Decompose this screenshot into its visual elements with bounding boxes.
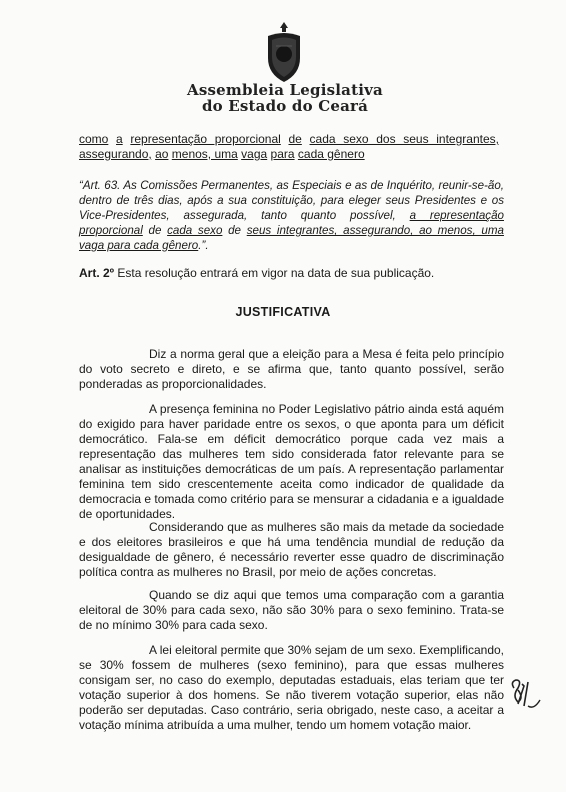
intro-part: como bbox=[79, 132, 109, 146]
intro-part: para bbox=[270, 147, 295, 161]
article-2 bbox=[79, 266, 504, 281]
justification-paragraph: Quando se diz aqui que temos uma comparação com a garantia eleitoral de 30% para cada sexo, não são 30% para o sexo feminino. Trata-se de no mínimo 30% para cada sexo. bbox=[79, 588, 504, 632]
article-63-text: “Art. 63. As Comissões Permanentes, as Especiais e as de Inquérito, reunir-se-ão, dentro de três dias, após a sua constituição, para eleger seus Presidentes e os Vice-Presidentes, assegurada, tanto quanto possível, bbox=[79, 179, 504, 222]
article-2-text: Esta resolução entrará em vigor na data de sua publicação. bbox=[117, 266, 435, 280]
intro-part: assegurando, bbox=[79, 147, 152, 161]
intro-part: menos, uma bbox=[171, 147, 238, 161]
organization-title-line2: do Estado do Ceará bbox=[201, 97, 369, 115]
organization-title bbox=[160, 82, 410, 114]
organization-title-line1: Assembleia Legislativa bbox=[187, 81, 383, 99]
intro-part: de bbox=[288, 132, 302, 146]
article-63-underlined: cada sexo bbox=[167, 224, 223, 237]
section-heading: JUSTIFICATIVA bbox=[235, 305, 331, 319]
article-63-quote bbox=[79, 178, 504, 253]
article-63-text: de bbox=[228, 224, 242, 237]
justification-paragraph: A presença feminina no Poder Legislativo pátrio ainda está aquém do exigido para haver paridade entre os sexos, o que aponta para um déficit democrático. Fala-se em déficit democrático porque cada vez mais a representação das mulheres tem sido considerada fator relevante para se analisar as instituições democráticas de um país. A representação parlamentar feminina tem sido crescentemente aceita como indicador de qualidade da democracia e tomada como critério para se mensurar a cidadania e a igualdade de oportunidades. bbox=[79, 402, 504, 521]
article-63-text: de bbox=[148, 224, 162, 237]
intro-part: vaga bbox=[241, 147, 268, 161]
intro-part: representação proporcional bbox=[130, 132, 281, 146]
justification-paragraph: Considerando que as mulheres são mais da metade da sociedade e dos eleitores brasileiros e que há uma tendência mundial de redução da desigualdade de gênero, é necessário reverter esse quadro de discriminação política contra as mulheres no Brasil, por meio de ações concretas. bbox=[79, 520, 504, 579]
handwritten-page-number bbox=[508, 676, 544, 718]
article-63-underlined: seus integrantes, assegurando, ao menos, uma vaga para cada gênero bbox=[79, 224, 504, 252]
article-63-text: .”. bbox=[198, 239, 209, 252]
intro-text bbox=[79, 132, 499, 162]
article-2-label: Art. 2º bbox=[79, 266, 115, 280]
justification-paragraph: Diz a norma geral que a eleição para a Mesa é feita pelo princípio do voto secreto e direto, e se afirma que, tanto quanto possível, serão ponderadas as proporcionalidades. bbox=[79, 347, 504, 391]
intro-part: cada sexo dos seus integrantes, bbox=[309, 132, 499, 146]
justification-paragraph: A lei eleitoral permite que 30% sejam de um sexo. Exemplificando, se 30% fossem de mulheres (sexo feminino), para que essas mulheres consigam ser, no caso do exemplo, deputadas estaduais, elas teriam que ter votação superior à dos homens. Se não tiverem votação superior, elas não poderão ser deputadas. Caso contrário, seria obrigado, neste caso, a aceitar a votação mínima atribuída a uma mulher, tendo um homem votação maior. bbox=[79, 643, 504, 732]
coat-of-arms-emblem bbox=[262, 20, 306, 84]
intro-part: cada gênero bbox=[297, 147, 365, 161]
intro-part: ao bbox=[155, 147, 169, 161]
intro-part: a bbox=[116, 132, 123, 146]
article-63-underlined: a representação proporcional bbox=[79, 209, 504, 237]
